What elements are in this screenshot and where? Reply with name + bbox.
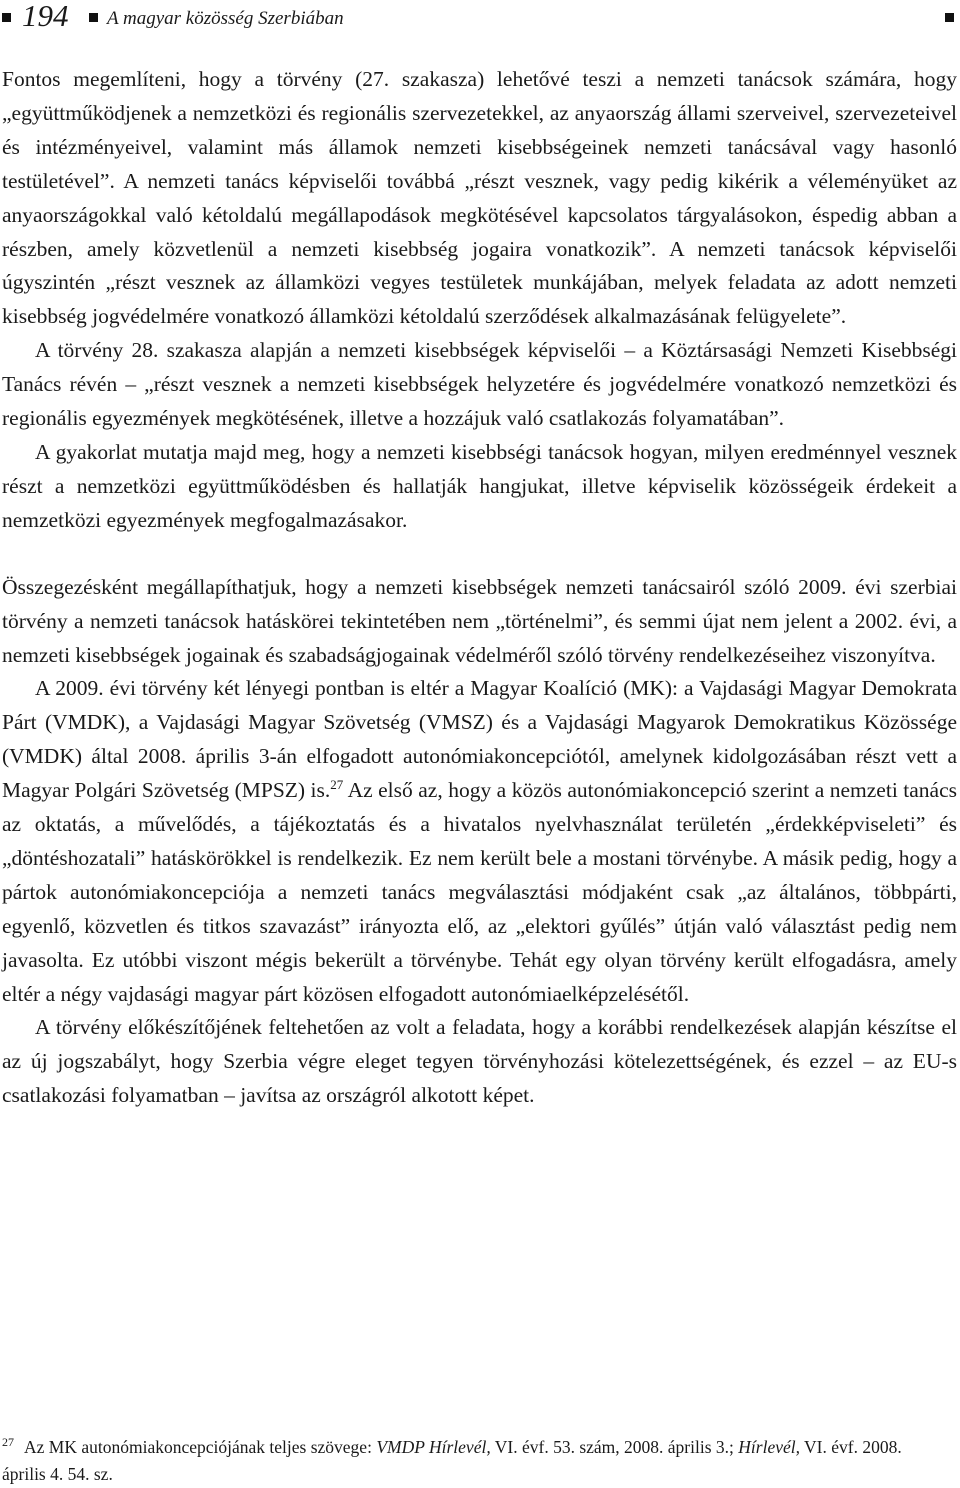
header-title-square-bullet	[89, 13, 98, 22]
paragraph-5-part-1: A 2009. évi törvény két lényegi pontban is eltér a Magyar Koalíció (MK): a Vajdasági Magyar Demokrata Párt (VMDK), a Vajdasági Magyar Szövetség (VMSZ) és a Vajdasági Magyarok Demokratikus Közössége (VMDK) által 2008. április 3-án elfogadott autonómiakoncepciótól, amelynek kidolgozásában részt vett a Magyar Polgári Szövetség (MPSZ) is.	[2, 676, 957, 803]
page-number: 194	[22, 0, 69, 33]
paragraph-2: A törvény 28. szakasza alapján a nemzeti kisebbségek képviselői – a Köztársasági Nemzeti Kisebbségi Tanács révén – „részt vesznek a nemzeti kisebbségek helyzetére és jogvédelmére vonatkozó nemzetközi és regionális egyezmények megkötésének, illetve a hozzájuk való csatlakozás folyamatában”.	[2, 338, 957, 431]
running-title: A magyar közösség Szerbiában	[107, 8, 344, 29]
footnote-reference: 27	[330, 777, 344, 793]
footnote-source-2: Hírlevél,	[738, 1437, 800, 1457]
footnote-source-1: VMDP Hírlevél,	[376, 1437, 491, 1457]
footnote-number: 27	[2, 1435, 14, 1449]
main-text	[2, 63, 957, 1113]
paragraph-5	[2, 672, 957, 1011]
footnote	[2, 1434, 932, 1488]
footnote-text-after: VI. évf. 2008. április 4. 54. sz.	[2, 1437, 902, 1484]
header-right-square-bullet	[945, 13, 954, 22]
footnote-text-middle: VI. évf. 53. szám, 2008. április 3.;	[490, 1437, 739, 1457]
paragraph-1: Fontos megemlíteni, hogy a törvény (27. szakasza) lehetővé teszi a nemzeti tanácsok számára, hogy „együttműködjenek a nemzetközi és regionális szervezetekkel, az anyaország állami szerveivel, szervezeteivel és intézményeivel, valamint más államok nemzeti kisebbségeinek nemzeti tanácsával vagy hasonló testületével”. A nemzeti tanács képviselői továbbá „részt vesznek, vagy pedig kikérik a véleményüket az anyaországokkal való kétoldalú megállapodások megkötésével kapcsolatos tárgyalásokon, éspedig abban a részben, amely közvetlenül a nemzeti kisebbség jogaira vonatkozik”. A nemzeti tanácsok képviselői úgyszintén „részt vesznek az államközi vegyes testületek munkájában, melyek feladata az adott nemzeti kisebbség jogvédelmére vonatkozó államközi kétoldalú szerződések alkalmazásának felügyelete”.	[2, 67, 957, 329]
footnote-text-before: Az MK autonómiakoncepciójának teljes szövege:	[24, 1437, 377, 1457]
running-header	[0, 0, 960, 40]
paragraph-5-part-2: Az első az, hogy a közös autonómiakoncepció szerint a nemzeti tanács az oktatás, a művelődés, a tájékoztatás és a hivatalos nyelvhasználat területén „érdekképviseleti” és „döntéshozatali” hatáskörökkel is rendelkezik. Ez nem került bele a mostani törvénybe. A másik pedig, hogy a pártok autonómiakoncepciója a nemzeti tanács megválasztási módjaként csak „az általános, többpárti, egyenlő, közvetlen és titkos szavazást” irányozta elő, az „elektori gyűlés” útján való választást pedig nem javasolta. Ez utóbbi viszont mégis bekerült a törvénybe. Tehát egy olyan törvény került elfogadásra, amely eltér a négy vajdasági magyar párt közösen elfogadott autonómiaelképzelésétől.	[2, 778, 958, 1006]
paragraph-3: A gyakorlat mutatja majd meg, hogy a nemzeti kisebbségi tanácsok hogyan, milyen eredménnyel vesznek részt a nemzetközi együttműködésben és hallatják hangjukat, illetve képviselik közösségeik érdekeit a nemzetközi egyezmények megfogalmazásakor.	[2, 439, 957, 532]
paragraph-6: A törvény előkészítőjének feltehetően az volt a feladata, hogy a korábbi rendelkezések alapján készítse el az új jogszabályt, hogy Szerbia végre eleget tegyen törvényhozási kötelezettségének, és ezzel – az EU-s csatlakozási folyamatban – javítsa az országról alkotott képet.	[2, 1015, 957, 1108]
paragraph-4: Összegezésként megállapíthatjuk, hogy a nemzeti kisebbségek nemzeti tanácsairól szóló 2009. évi szerbiai törvény a nemzeti tanácsok hatáskörei tekintetében nem „történelmi”, és semmi újat nem jelent a 2002. évi, a nemzeti kisebbségek jogainak és szabadságjogainak védelméről szóló törvény rendelkezéseihez viszonyítva.	[2, 574, 957, 667]
header-left-square-bullet	[2, 13, 11, 22]
